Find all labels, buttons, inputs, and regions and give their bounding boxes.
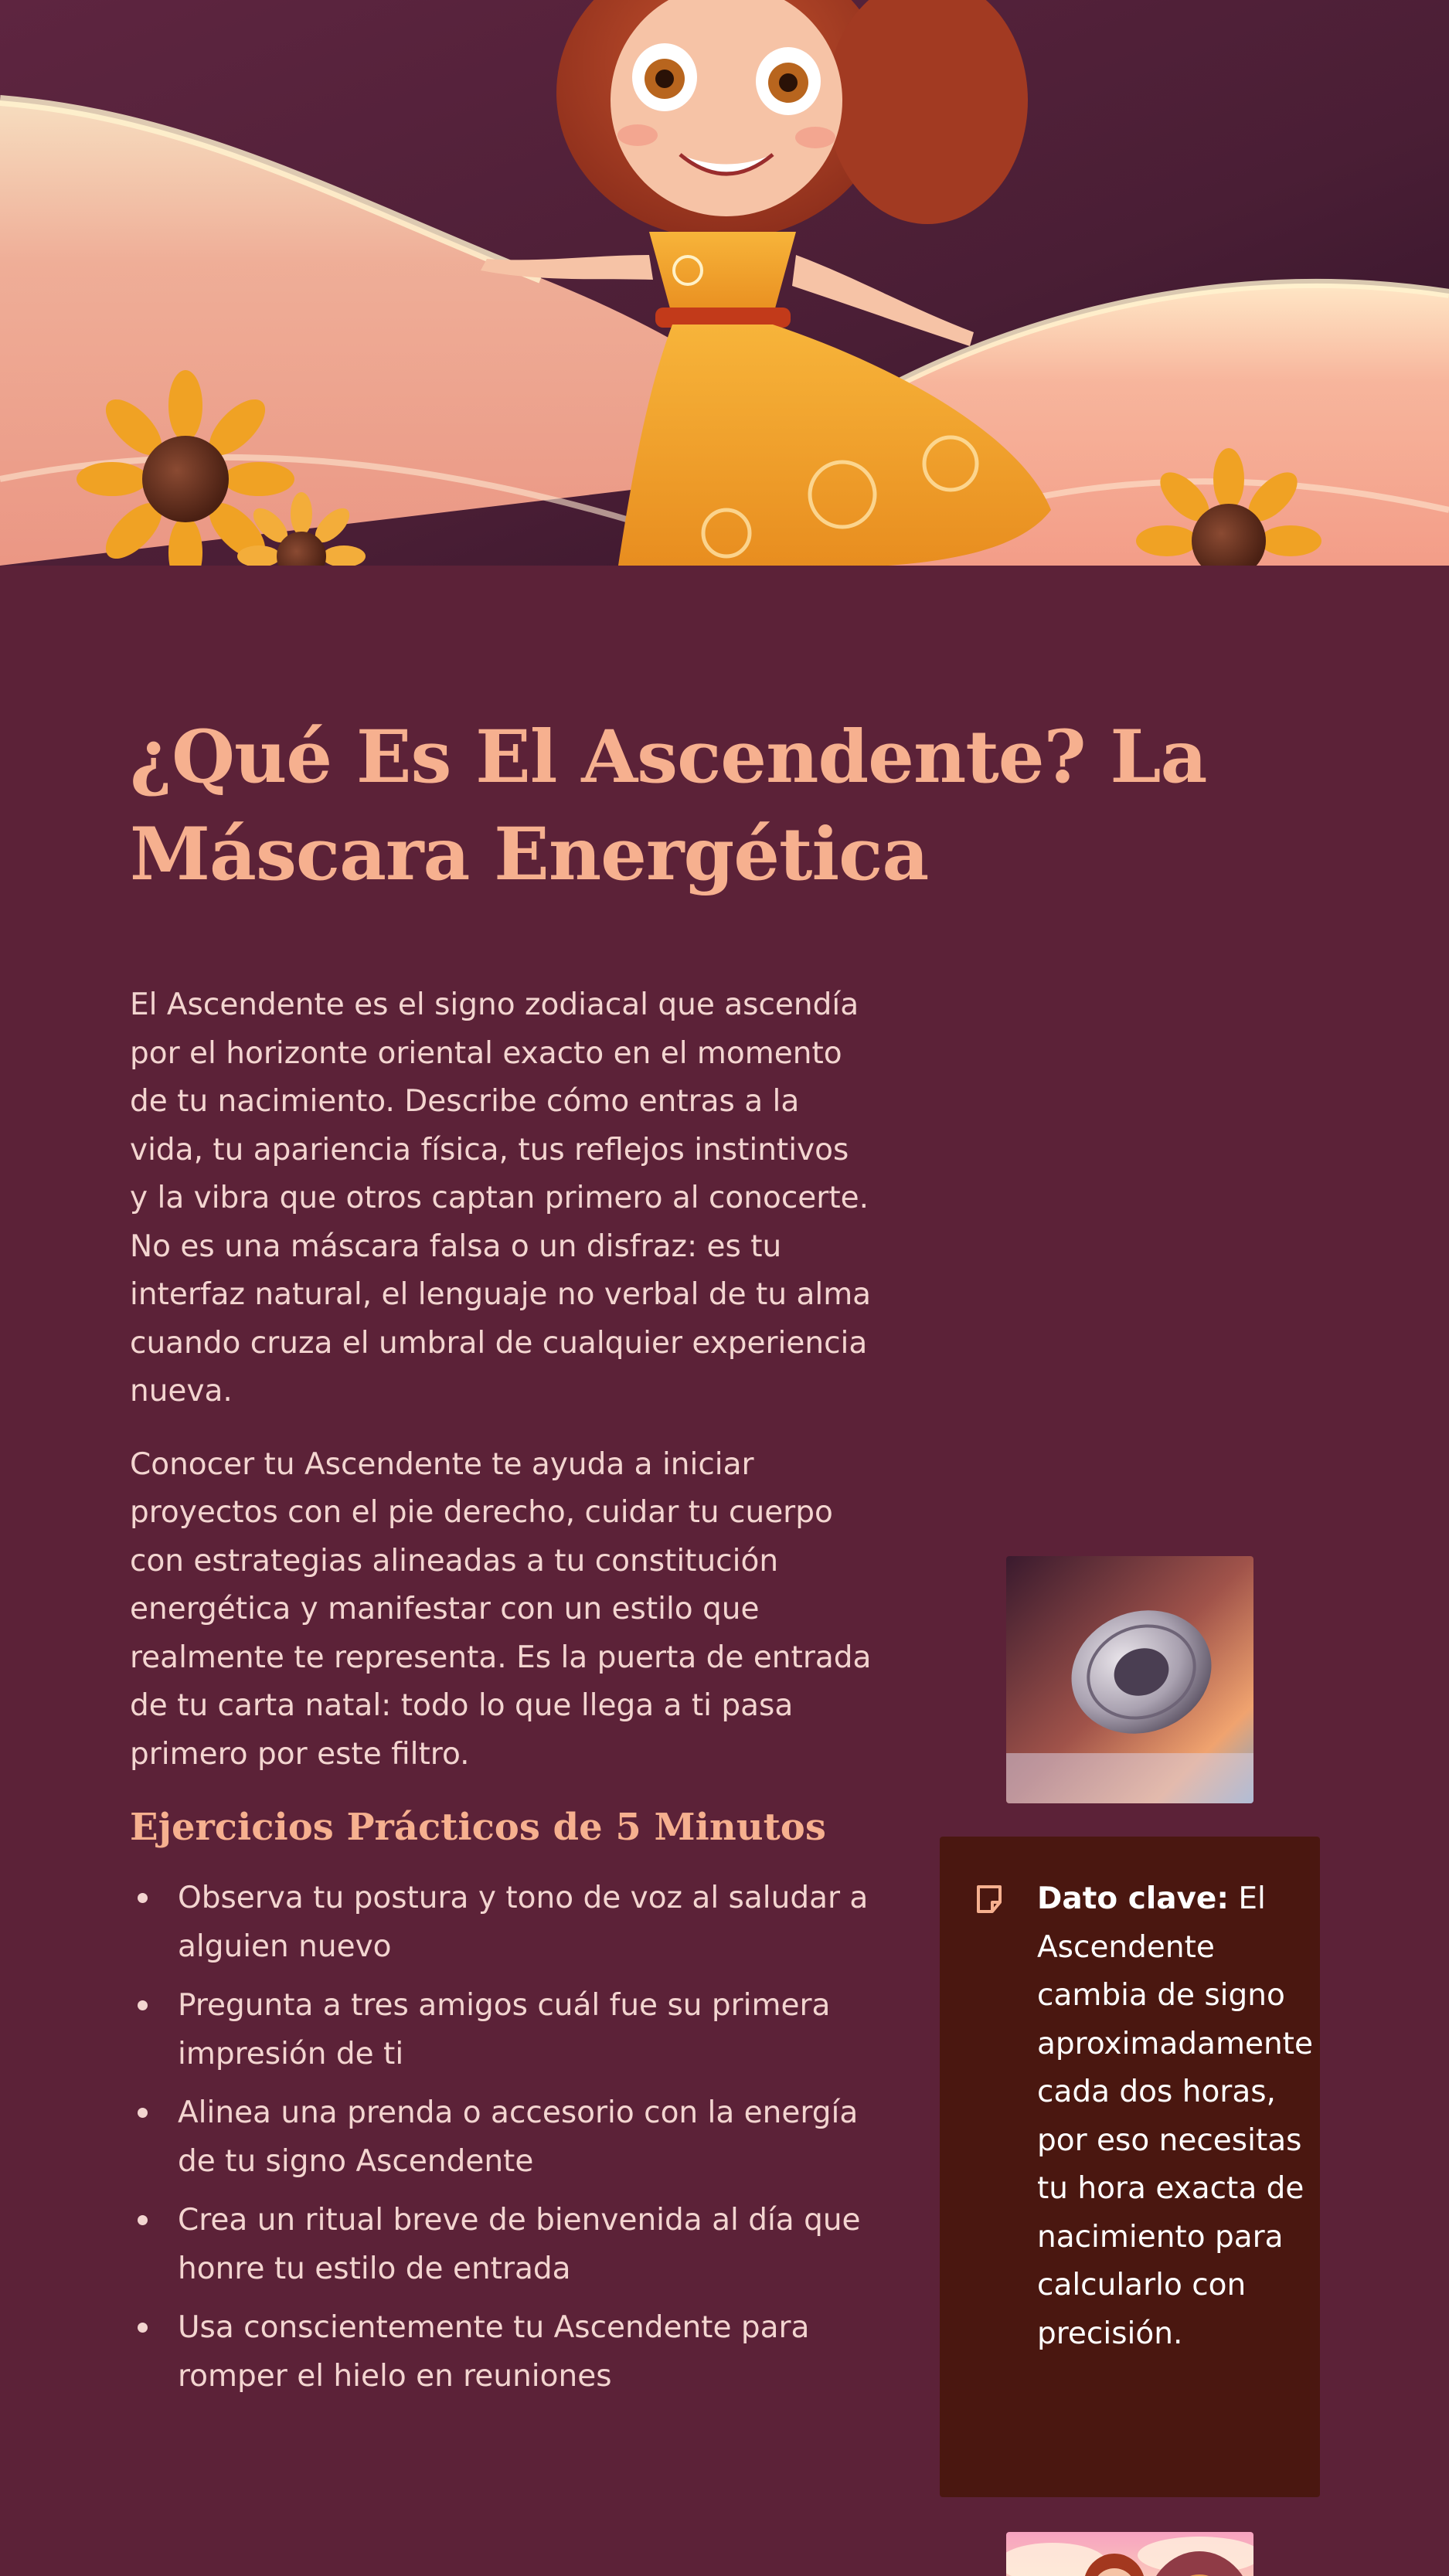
list-item-text: Crea un ritual breve de bienvenida al día que honre tu estilo de entrada <box>178 2203 861 2286</box>
bullet-icon <box>138 2323 148 2333</box>
list-item-text: Observa tu postura y tono de voz al saludar a alguien nuevo <box>178 1881 869 1964</box>
list-item <box>130 2197 872 2293</box>
zodiac-coin-image <box>1006 1556 1253 1803</box>
key-fact-callout <box>940 1837 1320 2497</box>
bullet-icon <box>138 1893 148 1903</box>
list-item-text: Usa conscientemente tu Ascendente para romper el hielo en reuniones <box>178 2310 810 2394</box>
intro-paragraph: El Ascendente es el signo zodiacal que ascendía por el horizonte oriental exacto en el momento de tu nacimiento. Describe cómo entras a la vida, tu apariencia física, tus reflejos instintivos y la vibra que otros captan primero al conocerte. No es una máscara falsa o un disfraz: es tu interfaz natural, el lenguaje no verbal de tu alma cuando cruza el umbral de cualquier experiencia nueva. <box>130 987 872 1409</box>
bullet-icon <box>138 2000 148 2010</box>
list-item <box>130 1874 872 1971</box>
exercises-heading: Ejercicios Prácticos de 5 Minutos <box>130 1806 826 1849</box>
exercises-list <box>130 1874 872 2401</box>
list-item-text: Pregunta a tres amigos cuál fue su primera impresión de ti <box>178 1988 831 2071</box>
list-item <box>130 2304 872 2401</box>
list-item-text: Alinea una prenda o accesorio con la energía de tu signo Ascendente <box>178 2095 859 2179</box>
article-title: ¿Qué Es El Ascendente? La Máscara Energética <box>130 715 1207 897</box>
bullet-icon <box>138 2108 148 2118</box>
list-item <box>130 1982 872 2078</box>
article-body <box>130 981 872 2411</box>
article-section <box>0 566 1449 2576</box>
callout-text <box>1037 1875 1313 2358</box>
list-item <box>130 2089 872 2186</box>
hero-illustration <box>0 0 1449 566</box>
callout-body: El Ascendente cambia de signo aproximadamente cada dos horas, por eso necesitas tu hora exacta de nacimiento para calcularlo con precisión. <box>1037 1881 1313 2351</box>
girl-and-lion-image <box>1006 2532 1253 2576</box>
callout-label: Dato clave: <box>1037 1881 1229 1916</box>
benefits-paragraph: Conocer tu Ascendente te ayuda a iniciar proyectos con el pie derecho, cuidar tu cuerpo con estrategias alineadas a tu constitución energética y manifestar con un estilo que realmente te representa. Es la puerta de entrada de tu carta natal: todo lo que llega a ti pasa primero por este filtro. <box>130 1446 872 1772</box>
note-icon <box>974 1884 1005 1915</box>
bullet-icon <box>138 2215 148 2225</box>
hero-banner <box>0 0 1449 566</box>
